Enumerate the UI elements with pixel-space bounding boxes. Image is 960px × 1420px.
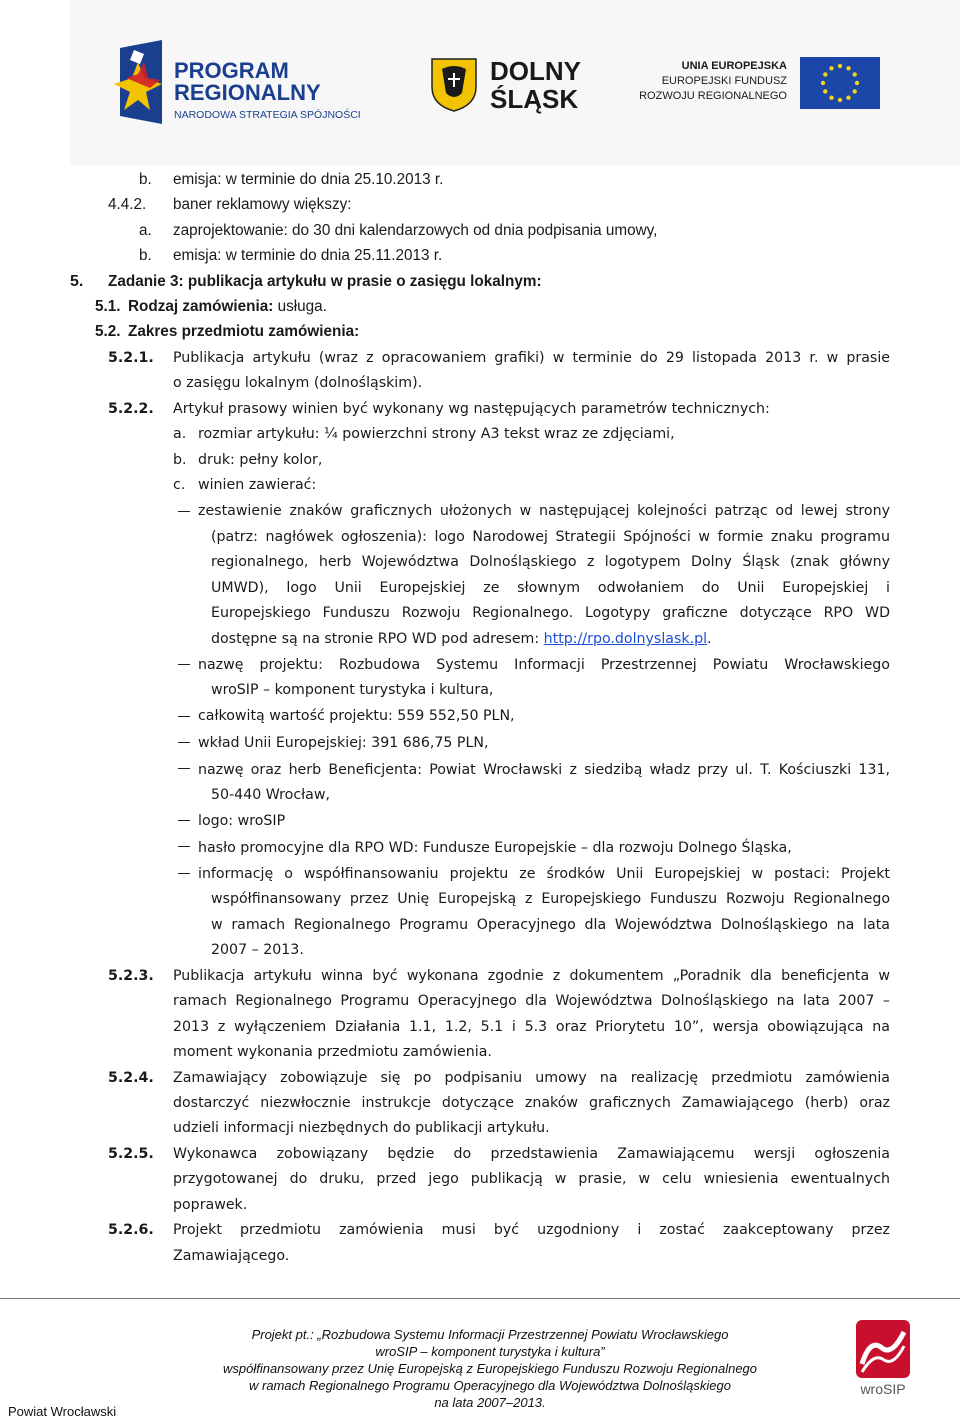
program-regionalny-logo bbox=[112, 40, 382, 124]
item-a-text: zaprojektowanie: do 30 dni kalendarzowych od dnia podpisania umowy, bbox=[173, 222, 658, 239]
eu-star bbox=[846, 96, 850, 100]
bullet-1-line3: regionalnego, herb Województwa Dolnośląskiego z logotypem Dolny Śląsk (znak główny bbox=[211, 554, 890, 570]
param-b-number: b. bbox=[173, 452, 187, 468]
bullet-dash-5 bbox=[178, 768, 190, 769]
dolny-slask-logo bbox=[430, 55, 610, 114]
section-522-text: Artykuł prasowy winien być wykonany wg następujących parametrów technicznych: bbox=[173, 401, 770, 417]
rpo-link[interactable]: http://rpo.dolnyslask.pl bbox=[543, 631, 708, 647]
section-51-label: Rodzaj zamówienia: bbox=[128, 298, 274, 315]
section-523-line4: moment wykonania przedmiotu zamówienia. bbox=[173, 1044, 492, 1060]
eu-star bbox=[838, 64, 842, 68]
bullet-6: logo: wroSIP bbox=[198, 813, 286, 829]
ue-line3: ROZWOJU REGIONALNEGO bbox=[639, 90, 787, 102]
bullet-dash-1 bbox=[178, 511, 190, 512]
section-525-line2: przygotowanej do druku, przed jego publikacją w prasie, w celu wniesienia ewentualnych bbox=[173, 1171, 890, 1187]
item-a-number: a. bbox=[139, 222, 152, 239]
bullet-2-line2: wroSIP – komponent turystyka i kultura, bbox=[211, 682, 494, 698]
footer-line2: wroSIP – komponent turystyka i kultura” bbox=[375, 1344, 605, 1359]
section-521-line1: Publikacja artykułu (wraz z opracowaniem grafiki) w terminie do 29 listopada 2013 r. w prasie bbox=[173, 350, 890, 366]
section-523-number: 5.2.3. bbox=[108, 968, 154, 984]
bullet-1-end: . bbox=[707, 631, 712, 647]
param-c-text: winien zawierać: bbox=[198, 477, 317, 493]
bullet-1-lastline: dostępne są na stronie RPO WD pod adresem: bbox=[211, 631, 544, 647]
unia-europejska-logo bbox=[639, 57, 880, 109]
bullet-8-line3: w ramach Regionalnego Programu Operacyjnego dla Województwa Dolnośląskiego na lata bbox=[211, 917, 890, 933]
bullet-dash-3 bbox=[178, 716, 190, 717]
item-b-text: emisja: w terminie do dnia 25.10.2013 r. bbox=[173, 171, 444, 188]
wrosip-logo bbox=[852, 1318, 914, 1400]
bullet-5-line1: nazwę oraz herb Beneficjenta: Powiat Wrocławski z siedzibą władz przy ul. T. Kościuszki 131, bbox=[198, 762, 890, 778]
section-524-line1: Zamawiający zobowiązuje się po podpisaniu umowy na realizację przedmiotu zamówienia bbox=[173, 1070, 890, 1086]
section-52-number: 5.2. bbox=[95, 323, 121, 340]
section-523-line3: 2013 z wyłączeniem Działania 1.1, 1.2, 5.1 i 5.3 oraz Priorytetu 10”, wersja obowiązująca na bbox=[173, 1019, 890, 1035]
section-524-number: 5.2.4. bbox=[108, 1070, 154, 1086]
program-line2: REGIONALNY bbox=[174, 80, 321, 105]
section-526-line2: Zamawiającego. bbox=[173, 1248, 290, 1264]
item-b-number: b. bbox=[139, 171, 152, 188]
footer-left-text: Powiat Wrocławski bbox=[8, 1404, 117, 1419]
eu-star bbox=[823, 72, 827, 76]
param-a-number: a. bbox=[173, 426, 187, 442]
section-523-line2: ramach Regionalnego Programu Operacyjnego dla Województwa Dolnośląskiego na lata 2007 – bbox=[173, 993, 890, 1009]
bullet-5-line2: 50-440 Wrocław, bbox=[211, 787, 330, 803]
item-b2-number: b. bbox=[139, 247, 152, 264]
eu-star bbox=[855, 81, 859, 85]
section-521-line2: o zasięgu lokalnym (dolnośląskim). bbox=[173, 375, 423, 391]
eu-star bbox=[838, 98, 842, 102]
bullet-8-line2: współfinansowany przez Unię Europejską z Europejskiego Funduszu Rozwoju Regionalnego bbox=[211, 891, 890, 907]
footer-line5: na lata 2007–2013. bbox=[434, 1395, 546, 1410]
bullet-1-line5: Europejskiego Funduszu Rozwoju Regionalnego. Logotypy graficzne dotyczące RPO WD bbox=[211, 605, 890, 621]
bullet-dash-7 bbox=[178, 846, 190, 847]
section-526-number: 5.2.6. bbox=[108, 1222, 154, 1238]
item-b2-text: emisja: w terminie do dnia 25.11.2013 r. bbox=[173, 247, 443, 264]
eu-star bbox=[821, 81, 825, 85]
bullet-dash-6 bbox=[178, 820, 190, 821]
section-525-line3: poprawek. bbox=[173, 1197, 248, 1213]
footer-line3: współfinansowany przez Unię Europejską z Europejskiego Funduszu Rozwoju Regionalnego bbox=[222, 1361, 758, 1376]
bullet-8-line4: 2007 – 2013. bbox=[211, 942, 304, 958]
bullet-8-line1: informację o współfinansowaniu projektu ze środków Unii Europejskiej w postaci: Projekt bbox=[198, 866, 890, 882]
section-525-line1: Wykonawca zobowiązany będzie do przedstawienia Zamawiającemu wersji ogłoszenia bbox=[173, 1146, 890, 1162]
param-a-text: rozmiar artykułu: ¼ powierzchni strony A3 tekst wraz ze zdjęciami, bbox=[198, 426, 675, 442]
item-442-text: baner reklamowy większy: bbox=[173, 196, 352, 213]
bullet-dash-8 bbox=[178, 873, 190, 874]
wrosip-logo-text: wroSIP bbox=[860, 1381, 906, 1397]
section-525-number: 5.2.5. bbox=[108, 1146, 154, 1162]
eu-star bbox=[829, 96, 833, 100]
footer-divider bbox=[0, 1298, 960, 1299]
bullet-1-line2: (patrz: nagłówek ogłoszenia): logo Narodowej Strategii Spójności w formie znaku programu bbox=[211, 529, 890, 545]
program-line3: NARODOWA STRATEGIA SPÓJNOŚCI bbox=[174, 109, 361, 121]
eu-star bbox=[853, 89, 857, 93]
section-52-heading: Zakres przedmiotu zamówienia: bbox=[128, 323, 360, 340]
footer-line4: w ramach Regionalnego Programu Operacyjnego dla Województwa Dolnośląskiego bbox=[249, 1378, 731, 1393]
eu-star bbox=[829, 66, 833, 70]
bullet-2-line1: nazwę projektu: Rozbudowa Systemu Informacji Przestrzennej Powiatu Wrocławskiego bbox=[198, 657, 890, 673]
dolny-line1: DOLNY bbox=[490, 56, 581, 86]
bullet-7: hasło promocyjne dla RPO WD: Fundusze Europejskie – dla rozwoju Dolnego Śląska, bbox=[198, 840, 792, 856]
bullet-1-line6 bbox=[211, 629, 712, 649]
item-442-number: 4.4.2. bbox=[108, 196, 147, 213]
bullet-3: całkowitą wartość projektu: 559 552,50 PLN, bbox=[198, 708, 515, 724]
section-524-line2: dostarczyć niezwłocznie instrukcje dotyczące znaków graficznych Zamawiającego (herb) oraz bbox=[173, 1095, 890, 1111]
param-c-number: c. bbox=[173, 477, 186, 493]
bullet-dash-2 bbox=[178, 664, 190, 665]
section-523-line1: Publikacja artykułu winna być wykonana zgodnie z dokumentem „Poradnik dla beneficjenta w bbox=[173, 968, 890, 984]
eu-star bbox=[823, 89, 827, 93]
section-522-number: 5.2.2. bbox=[108, 401, 154, 417]
section-51-text bbox=[128, 297, 327, 317]
section-5-heading: Zadanie 3: publikacja artykułu w prasie o zasięgu lokalnym: bbox=[108, 273, 542, 290]
dolny-line2: ŚLĄSK bbox=[490, 84, 579, 114]
section-526-line1: Projekt przedmiotu zamówienia musi być uzgodniony i zostać zaakceptowany przez bbox=[173, 1222, 890, 1238]
section-524-line3: udzieli informacji niezbędnych do publikacji artykułu. bbox=[173, 1120, 550, 1136]
bullet-dash-4 bbox=[178, 742, 190, 743]
param-b-text: druk: pełny kolor, bbox=[198, 452, 323, 468]
bullet-1-line4: UMWD), logo Unii Europejskiej ze słownym odwołaniem do Unii Europejskiej i bbox=[211, 580, 890, 596]
ue-line1: UNIA EUROPEJSKA bbox=[681, 60, 787, 72]
program-line1: PROGRAM bbox=[174, 58, 289, 83]
footer-line1: Projekt pt.: „Rozbudowa Systemu Informacji Przestrzennej Powiatu Wrocławskiego bbox=[251, 1327, 729, 1342]
section-51-value: usługa. bbox=[273, 298, 327, 315]
section-5-number: 5. bbox=[70, 273, 84, 290]
eu-star bbox=[846, 66, 850, 70]
section-51-number: 5.1. bbox=[95, 298, 121, 315]
section-521-number: 5.2.1. bbox=[108, 350, 154, 366]
ue-line2: EUROPEJSKI FUNDUSZ bbox=[661, 75, 787, 87]
bullet-4: wkład Unii Europejskiej: 391 686,75 PLN, bbox=[198, 735, 489, 751]
eu-star bbox=[853, 72, 857, 76]
bullet-1-line1: zestawienie znaków graficznych ułożonych w następującej kolejności patrząc od lewej strony bbox=[198, 503, 890, 519]
